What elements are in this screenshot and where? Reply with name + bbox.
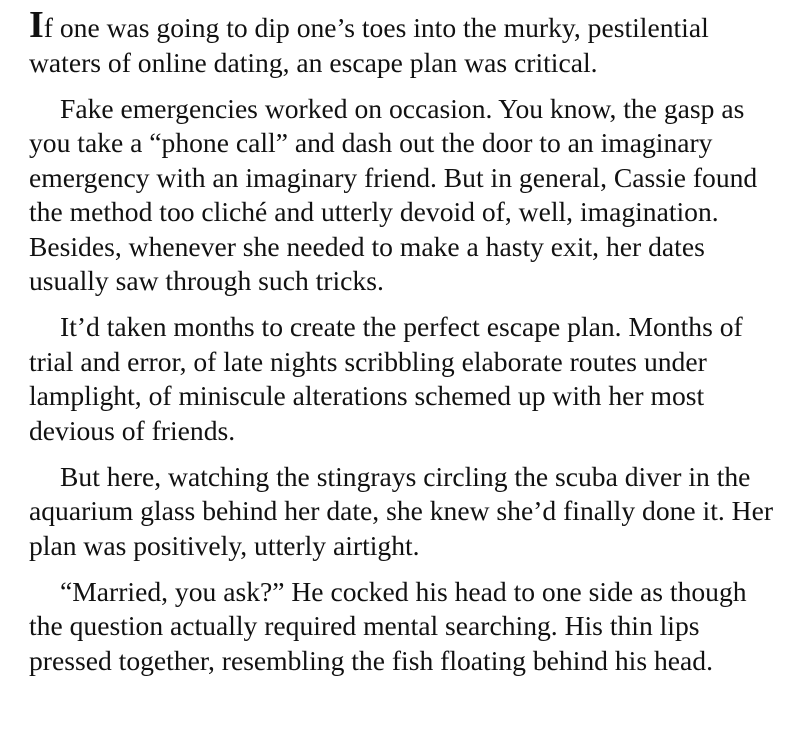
paragraph-1-text: f one was going to dip one’s toes into the murky, pestilential waters of online dating, an escape plan was critical. xyxy=(29,12,709,78)
paragraph-3: It’d taken months to create the perfect escape plan. Months of trial and error, of late nights scribbling elaborate routes under lamplight, of miniscule alterations schemed up with her most devious of friends. xyxy=(29,311,743,446)
paragraph-1 xyxy=(29,4,779,80)
drop-cap-initial: I xyxy=(29,4,44,46)
document-page xyxy=(29,4,779,690)
paragraph-2: Fake emergencies worked on occasion. You know, the gasp as you take a “phone call” and dash out the door to an imaginary emergency with an imaginary friend. But in general, Cassie found the method too cliché and utterly devoid of, well, imagination. Besides, whenever she needed to make a hasty exit, her dates usually saw through such tricks. xyxy=(29,92,758,296)
paragraph-5: “Married, you ask?” He cocked his head to one side as though the question actually required mental searching. His thin lips pressed together, resembling the fish floating behind his head. xyxy=(29,575,747,676)
paragraph-4: But here, watching the stingrays circling the scuba diver in the aquarium glass behind her date, she knew she’d finally done it. Her plan was positively, utterly airtight. xyxy=(29,460,774,561)
